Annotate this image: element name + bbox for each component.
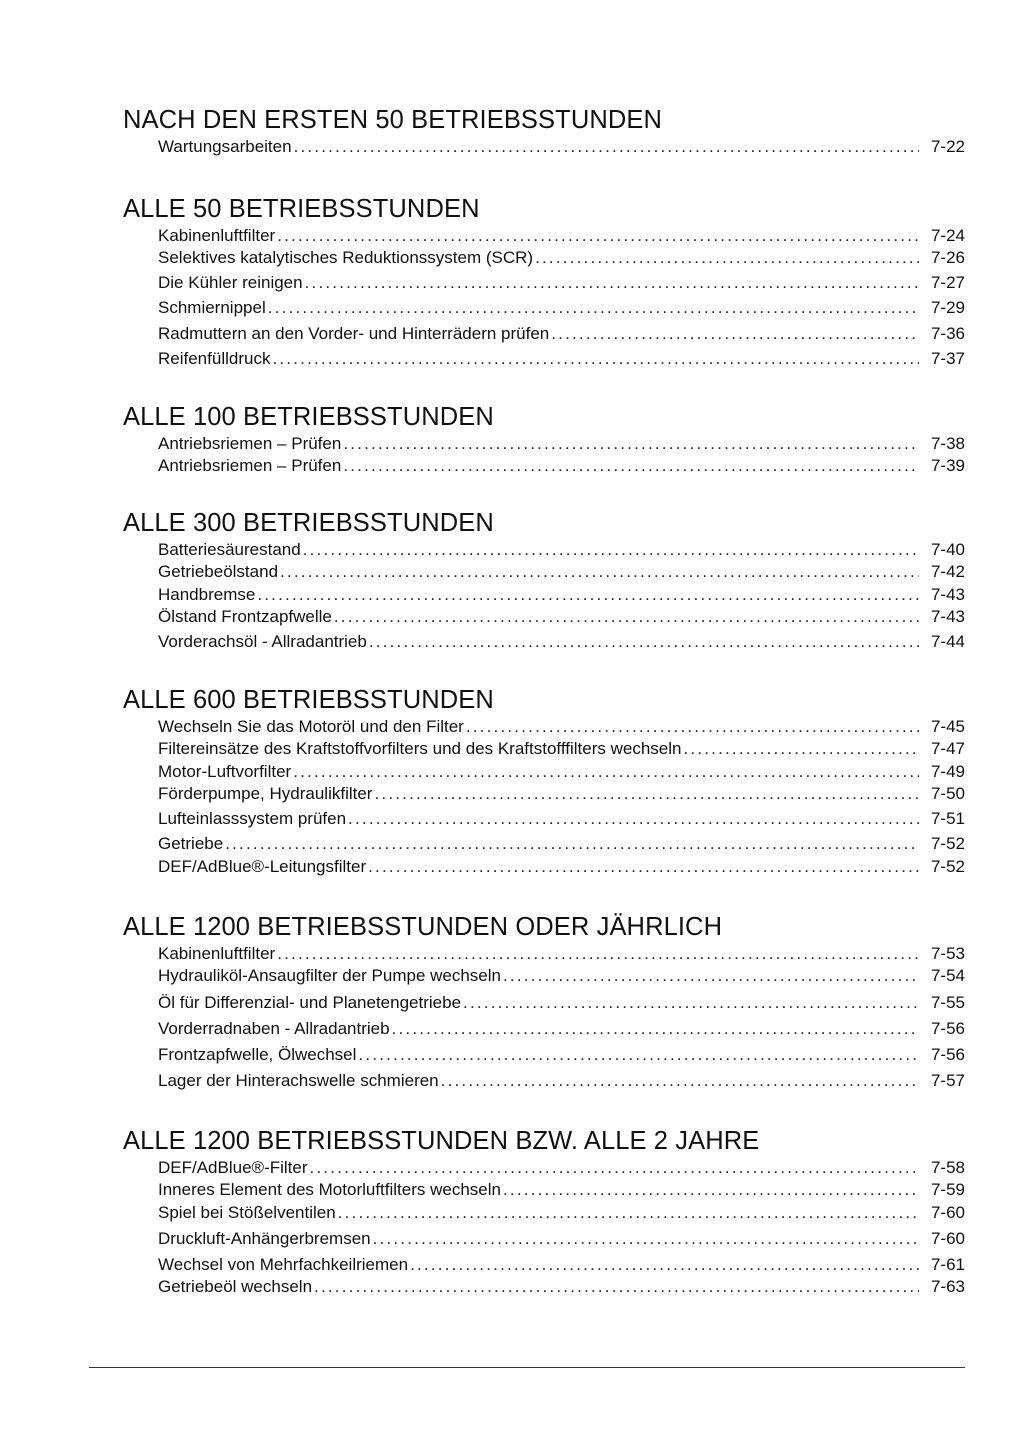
entry-label: Handbremse — [158, 584, 256, 604]
page-number: 7-63 — [930, 1277, 965, 1296]
toc-section — [123, 509, 965, 652]
dot-leader — [368, 857, 919, 877]
toc-entry[interactable] — [158, 582, 965, 605]
page-number: 7-61 — [930, 1254, 965, 1274]
page-number: 7-24 — [930, 225, 965, 245]
page-number: 7-54 — [930, 966, 965, 985]
toc-entry[interactable] — [158, 1200, 965, 1223]
entry-label: DEF/AdBlue®-Leitungsfilter — [158, 856, 367, 876]
page-number: 7-52 — [930, 856, 965, 876]
section-heading: NACH DEN ERSTEN 50 BETRIEBSSTUNDEN — [123, 106, 662, 134]
entry-label: Kabinenluftfilter — [158, 225, 276, 245]
toc-entry[interactable] — [158, 854, 965, 877]
entry-label: Hydrauliköl-Ansaugfilter der Pumpe wechseln — [158, 966, 501, 985]
toc-section — [123, 195, 965, 369]
dot-leader — [358, 1045, 919, 1065]
dot-leader — [410, 1255, 919, 1275]
entry-label: Wartungsarbeiten — [158, 136, 292, 156]
entry-label: DEF/AdBlue®-Filter — [158, 1157, 308, 1177]
section-heading: ALLE 300 BETRIEBSSTUNDEN — [123, 509, 494, 537]
dot-leader — [277, 226, 919, 246]
section-heading: ALLE 600 BETRIEBSSTUNDEN — [123, 686, 494, 714]
toc-entry[interactable] — [158, 829, 965, 854]
toc-entry-list — [123, 941, 965, 1091]
page-number: 7-60 — [930, 1202, 965, 1222]
page-number: 7-37 — [930, 349, 965, 368]
page-number: 7-51 — [930, 809, 965, 828]
dot-leader — [348, 809, 919, 829]
page-number: 7-53 — [930, 943, 965, 963]
toc-entry[interactable] — [158, 737, 965, 760]
page-number: 7-26 — [930, 248, 965, 267]
toc-entry[interactable] — [158, 293, 965, 318]
toc-section — [123, 106, 965, 157]
toc-entry-list — [123, 537, 965, 652]
toc-entry[interactable] — [158, 1155, 965, 1178]
dot-leader — [303, 540, 919, 560]
toc-entry[interactable] — [158, 1039, 965, 1065]
page-number: 7-42 — [930, 562, 965, 581]
entry-label: Getriebe — [158, 834, 224, 853]
entry-label: Radmuttern an den Vorder- und Hinterrädern prüfen — [158, 324, 550, 343]
entry-label: Antriebsriemen – Prüfen — [158, 433, 342, 453]
page-number: 7-50 — [930, 784, 965, 803]
dot-leader — [463, 993, 919, 1013]
toc-entry[interactable] — [158, 537, 965, 560]
toc-entry[interactable] — [158, 759, 965, 782]
toc-entry[interactable] — [158, 223, 965, 246]
page-number: 7-59 — [930, 1180, 965, 1199]
dot-leader — [305, 273, 919, 293]
entry-label: Batteriesäurestand — [158, 539, 301, 559]
toc-entry[interactable] — [158, 1223, 965, 1249]
toc-entry-list — [123, 1155, 965, 1297]
toc-entry[interactable] — [158, 1178, 965, 1201]
entry-label: Kabinenluftfilter — [158, 943, 276, 963]
entry-label: Ölstand Frontzapfwelle — [158, 607, 332, 626]
entry-label: Druckluft-Anhängerbremsen — [158, 1228, 371, 1248]
entry-label: Schmiernippel — [158, 298, 266, 317]
entry-label: Inneres Element des Motorluftfilters wechseln — [158, 1180, 501, 1199]
dot-leader — [466, 717, 919, 737]
section-heading: ALLE 1200 BETRIEBSSTUNDEN ODER JÄHRLICH — [123, 913, 723, 941]
section-heading: ALLE 1200 BETRIEBSSTUNDEN BZW. ALLE 2 JAHRE — [123, 1127, 760, 1155]
dot-leader — [503, 1180, 919, 1200]
dot-leader — [272, 349, 919, 369]
dot-leader — [310, 1158, 919, 1178]
toc-section — [123, 1127, 965, 1297]
entry-label: Spiel bei Stößelventilen — [158, 1202, 336, 1222]
dot-leader — [503, 966, 919, 986]
page-number: 7-27 — [930, 273, 965, 292]
entry-label: Motor-Luftvorfilter — [158, 761, 292, 781]
dot-leader — [225, 834, 919, 854]
toc-entry[interactable] — [158, 804, 965, 829]
dot-leader — [334, 607, 919, 627]
toc-entry[interactable] — [158, 782, 965, 805]
dot-leader — [314, 1277, 919, 1297]
dot-leader — [374, 784, 919, 804]
section-heading: ALLE 50 BETRIEBSSTUNDEN — [123, 195, 480, 223]
page-number: 7-22 — [930, 136, 965, 156]
section-heading: ALLE 100 BETRIEBSSTUNDEN — [123, 403, 494, 431]
entry-label: Förderpumpe, Hydraulikfilter — [158, 784, 373, 803]
toc-entry[interactable] — [158, 714, 965, 737]
entry-label: Reifenfülldruck — [158, 349, 271, 368]
dot-leader — [551, 324, 919, 344]
dot-leader — [294, 137, 919, 157]
toc-entry-list — [123, 134, 965, 157]
toc-section — [123, 686, 965, 877]
toc-entry[interactable] — [158, 1275, 965, 1298]
toc-entry[interactable] — [158, 431, 965, 454]
toc-entry[interactable] — [158, 1013, 965, 1039]
toc-entry[interactable] — [158, 986, 965, 1013]
entry-label: Die Kühler reinigen — [158, 273, 303, 292]
entry-label: Antriebsriemen – Prüfen — [158, 456, 342, 475]
dot-leader — [392, 1019, 919, 1039]
dot-leader — [257, 585, 919, 605]
toc-entry[interactable] — [158, 134, 965, 157]
page-number: 7-45 — [930, 716, 965, 736]
page-number: 7-55 — [930, 993, 965, 1012]
toc-section — [123, 913, 965, 1091]
footer-divider — [89, 1367, 965, 1368]
dot-leader — [343, 456, 919, 476]
toc-entry[interactable] — [158, 268, 965, 293]
toc-section — [123, 403, 965, 476]
dot-leader — [268, 298, 919, 318]
toc-entry-list — [123, 431, 965, 476]
toc-entry[interactable] — [158, 454, 965, 477]
dot-leader — [338, 1203, 919, 1223]
page-number: 7-40 — [930, 539, 965, 559]
toc-entry-list — [123, 223, 965, 369]
page-number: 7-56 — [930, 1019, 965, 1038]
page-number: 7-49 — [930, 761, 965, 781]
page-number: 7-39 — [930, 456, 965, 475]
entry-label: Lufteinlasssystem prüfen — [158, 809, 347, 828]
dot-leader — [441, 1071, 919, 1091]
entry-label: Selektives katalytisches Reduktionssystem (SCR) — [158, 248, 534, 267]
page-number: 7-38 — [930, 433, 965, 453]
toc-entry[interactable] — [158, 605, 965, 628]
toc-entry[interactable] — [158, 318, 965, 344]
entry-label: Frontzapfwelle, Ölwechsel — [158, 1045, 357, 1064]
page-number: 7-43 — [930, 607, 965, 626]
dot-leader — [343, 434, 919, 454]
page-number: 7-47 — [930, 739, 965, 758]
page-number: 7-43 — [930, 584, 965, 604]
dot-leader — [293, 762, 919, 782]
page-number: 7-36 — [930, 324, 965, 343]
toc-entry[interactable] — [158, 246, 965, 269]
dot-leader — [373, 1229, 919, 1249]
page-number: 7-44 — [930, 632, 965, 651]
entry-label: Wechsel von Mehrfachkeilriemen — [158, 1254, 409, 1274]
toc-entry[interactable] — [158, 344, 965, 369]
entry-label: Vorderradnaben - Allradantrieb — [158, 1019, 390, 1038]
entry-label: Lager der Hinterachswelle schmieren — [158, 1071, 439, 1090]
page-number: 7-58 — [930, 1157, 965, 1177]
dot-leader — [683, 739, 919, 759]
toc-entry[interactable] — [158, 1249, 965, 1275]
page-number: 7-52 — [930, 834, 965, 853]
dot-leader — [535, 248, 919, 268]
toc-entry-list — [123, 714, 965, 877]
entry-label: Getriebeölstand — [158, 562, 279, 581]
page-number: 7-29 — [930, 298, 965, 317]
entry-label: Getriebeöl wechseln — [158, 1277, 313, 1296]
entry-label: Filtereinsätze des Kraftstoffvorfilters und des Kraftstofffilters wechseln — [158, 739, 682, 758]
toc-entry[interactable] — [158, 560, 965, 583]
dot-leader — [369, 632, 919, 652]
toc-entry[interactable] — [158, 941, 965, 964]
page-number: 7-57 — [930, 1071, 965, 1090]
entry-label: Wechseln Sie das Motoröl und den Filter — [158, 716, 464, 736]
toc-entry[interactable] — [158, 627, 965, 652]
dot-leader — [277, 944, 919, 964]
page-number: 7-60 — [930, 1228, 965, 1248]
toc-entry[interactable] — [158, 1065, 965, 1091]
dot-leader — [280, 562, 919, 582]
toc-entry[interactable] — [158, 964, 965, 987]
entry-label: Vorderachsöl - Allradantrieb — [158, 632, 367, 651]
page-number: 7-56 — [930, 1045, 965, 1064]
entry-label: Öl für Differenzial- und Planetengetriebe — [158, 993, 462, 1012]
